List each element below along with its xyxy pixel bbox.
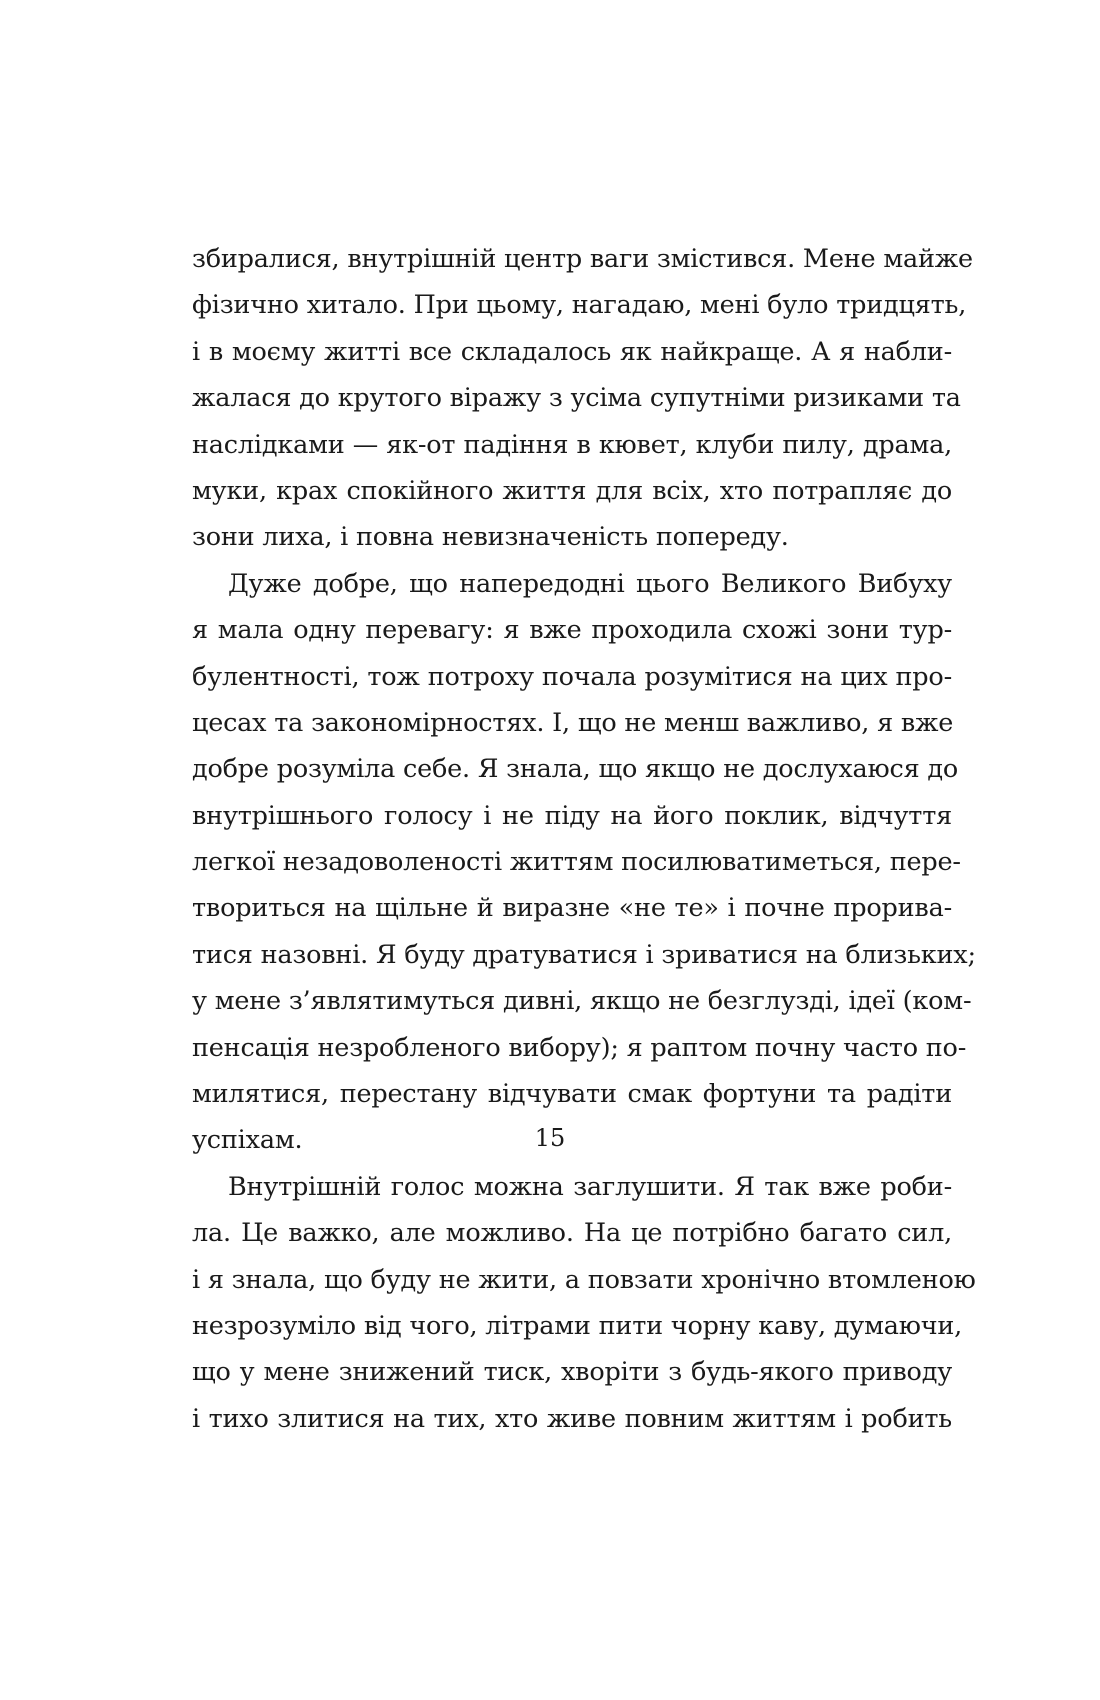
text-line: пенсація незробленого вибору); я раптом почну часто по- [192,1032,967,1063]
text-line: і в моєму житті все складалось як найкраще. А я набли- [192,336,952,367]
text-line: у мене з’являтимуться дивні, якщо не безглузді, ідеї (ком- [192,986,972,1017]
page-number: 15 [534,1124,566,1152]
text-line: булентності, тож потроху почала розумітися на цих про- [192,661,952,692]
text-line: легкої незадоволеності життям посилюватиметься, пере- [192,847,961,878]
text-line: ла. Це важко, але можливо. На це потрібно багато сил, [192,1218,952,1249]
text-line: і тихо злитися на тих, хто живе повним життям і робить [192,1403,952,1434]
paragraph-3 [192,1164,976,1442]
text-line: я мала одну перевагу: я вже проходила схожі зони тур- [192,615,952,646]
text-line: добре розуміла себе. Я знала, що якщо не дослухаюся до [192,754,959,785]
text-line: тися назовні. Я буду дратуватися і зриватися на близьких; [192,939,976,970]
text-line: Внутрішній голос можна заглушити. Я так вже роби- [228,1171,952,1202]
text-line: жалася до крутого віражу з усіма супутніми ризиками та [192,383,961,414]
text-line: збиралися, внутрішній центр ваги змістився. Мене майже [192,244,973,274]
paragraph-1 [192,236,973,561]
text-line: фізично хитало. При цьому, нагадаю, мені було тридцять, [192,290,967,321]
paragraph-2 [192,561,976,1164]
text-line: наслідками — як-от падіння в кювет, клуби пилу, драма, [192,429,952,460]
text-line: внутрішнього голосу і не піду на його поклик, відчуття [192,800,952,831]
text-line: Дуже добре, що напередодні цього Великого Вибуху [228,568,952,599]
text-line: твориться на щільне й виразне «не те» і почне прорива- [192,893,952,924]
text-line: муки, крах спокійного життя для всіх, хто потрапляє до [192,475,952,506]
text-line: милятися, перестану відчувати смак фортуни та радіти [192,1079,952,1110]
text-line: успіхам. [192,1125,303,1156]
text-line: і я знала, що буду не жити, а повзати хронічно втомленою [192,1264,976,1295]
text-line: незрозуміло від чого, літрами пити чорну каву, думаючи, [192,1310,963,1341]
text-line: цесах та закономірностях. І, що не менш важливо, я вже [192,707,954,738]
body-text [192,236,976,1442]
text-line: зони лиха, і повна невизначеність попереду. [192,522,789,553]
text-line: що у мене знижений тиск, хворіти з будь-якого приводу [192,1357,952,1388]
